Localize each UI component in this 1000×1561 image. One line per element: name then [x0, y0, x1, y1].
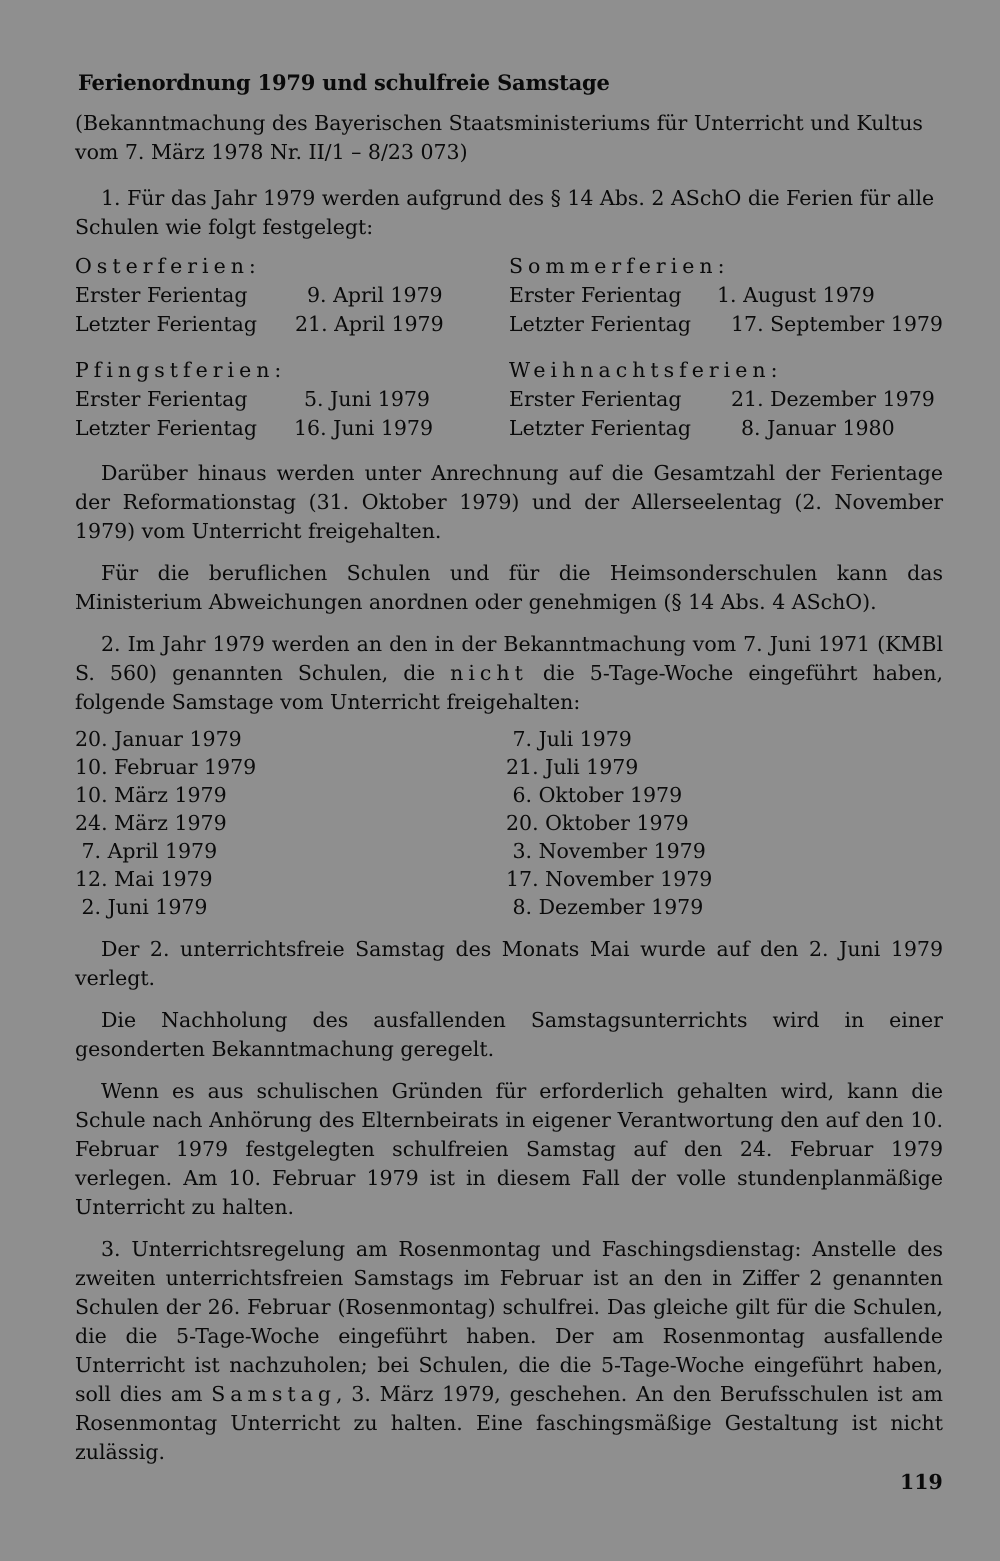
- saturday-list: [75, 725, 943, 921]
- list-item: 7. Juli 1979: [506, 727, 632, 751]
- first-day-label: Erster Ferientag: [509, 283, 682, 307]
- pfingstferien-heading: Pfingstferien:: [75, 358, 287, 382]
- last-day-label: Letzter Ferientag: [509, 416, 691, 440]
- list-item: 17. November 1979: [506, 867, 713, 891]
- last-day-label: Letzter Ferientag: [75, 416, 257, 440]
- list-item: 7. April 1979: [75, 839, 218, 863]
- paragraph-8: [75, 1235, 943, 1467]
- last-day-date: 17. September 1979: [731, 312, 943, 336]
- first-day-label: Erster Ferientag: [75, 283, 248, 307]
- paragraph-8-part-a: 3. Unterrichtsregelung am Rosenmontag und Faschingsdienstag: Anstelle des zweiten unterrichtsfreien Samstags im Februar ist an den in Ziffer 2 genannten Schulen der 26. Februar (Rosenmontag) schulfrei. Das gleiche gilt für die Schulen, die die 5-Tage-Woche eingeführt haben. Der am Rosenmontag ausfallende Unterricht ist nachzuholen; bei Schulen, die die 5-Tage-Woche eingeführt haben, soll dies am: [75, 1237, 943, 1406]
- osterferien-block: [75, 252, 495, 339]
- paragraph-6: Die Nachholung des ausfallenden Samstagsunterrichts wird in einer gesonderten Bekanntmachung geregelt.: [75, 1008, 943, 1061]
- paragraph-1: 1. Für das Jahr 1979 werden aufgrund des § 14 Abs. 2 ASchO die Ferien für alle Schulen wie folgt festgelegt:: [75, 186, 935, 239]
- list-item: 8. Dezember 1979: [506, 895, 704, 919]
- saturday-column-right: [506, 725, 712, 921]
- last-day-date: 8. Januar 1980: [741, 416, 895, 440]
- osterferien-heading: Osterferien:: [75, 254, 261, 278]
- first-day-label: Erster Ferientag: [75, 387, 248, 411]
- weihnachtsferien-block: [509, 356, 949, 443]
- paragraph-5: Der 2. unterrichtsfreie Samstag des Monats Mai wurde auf den 2. Juni 1979 verlegt.: [75, 937, 943, 990]
- list-item: 6. Oktober 1979: [506, 783, 683, 807]
- weihnachtsferien-heading: Weihnachtsferien:: [509, 358, 783, 382]
- list-item: 2. Juni 1979: [75, 895, 208, 919]
- holiday-table: [75, 252, 943, 448]
- paragraph-3: Für die beruflichen Schulen und für die Heimsonderschulen kann das Ministerium Abweichungen anordnen oder genehmigen (§ 14 Abs. 4 ASchO).: [75, 561, 943, 614]
- list-item: 24. März 1979: [75, 811, 227, 835]
- list-item: 20. Januar 1979: [75, 727, 242, 751]
- list-item: 20. Oktober 1979: [506, 811, 689, 835]
- pfingstferien-block: [75, 356, 495, 443]
- paragraph-4-part-a: 2. Im Jahr 1979 werden an den in der Bekanntmachung vom 7. Juni 1971 (KMBl S. 560) genannten Schulen, die: [75, 632, 943, 685]
- last-day-date: 16. Juni 1979: [294, 416, 433, 440]
- first-day-label: Erster Ferientag: [509, 387, 682, 411]
- paragraph-4: [75, 630, 943, 717]
- document-page: [75, 70, 943, 1467]
- page-number: 119: [900, 1470, 943, 1494]
- paragraph-8-part-b: , 3. März 1979, geschehen. An den Berufsschulen ist am Rosenmontag Unterricht zu halten. Eine faschingsmäßige Gestaltung ist nicht zulässig.: [75, 1382, 943, 1464]
- paragraph-8-emphasis: Samstag: [211, 1382, 337, 1406]
- first-day-date: 9. April 1979: [307, 283, 443, 307]
- last-day-date: 21. April 1979: [295, 312, 444, 336]
- list-item: 10. März 1979: [75, 783, 227, 807]
- list-item: 21. Juli 1979: [506, 755, 639, 779]
- first-day-date: 5. Juni 1979: [304, 387, 430, 411]
- paragraph-2: Darüber hinaus werden unter Anrechnung auf die Gesamtzahl der Ferientage der Reformationstag (31. Oktober 1979) und der Allerseelentag (2. November 1979) vom Unterricht freigehalten.: [75, 461, 943, 543]
- paragraph-4-emphasis: nicht: [450, 661, 528, 685]
- list-item: 10. Februar 1979: [75, 755, 257, 779]
- paragraph-7: Wenn es aus schulischen Gründen für erforderlich gehalten wird, kann die Schule nach Anhörung des Elternbeirats in eigener Verantwortung den auf den 10. Februar 1979 festgelegten schulfreien Samstag auf den 24. Februar 1979 verlegen. Am 10. Februar 1979 ist in diesem Fall der volle stundenplanmäßige Unterricht zu halten.: [75, 1079, 943, 1219]
- sommerferien-block: [509, 252, 949, 339]
- last-day-label: Letzter Ferientag: [75, 312, 257, 336]
- last-day-label: Letzter Ferientag: [509, 312, 691, 336]
- sommerferien-heading: Sommerferien:: [509, 254, 730, 278]
- list-item: 3. November 1979: [506, 839, 706, 863]
- document-title: Ferienordnung 1979 und schulfreie Samstage: [78, 70, 610, 95]
- paragraph-4-part-b: die 5-Tage-Woche eingeführt haben, folgende Samstage vom Unterricht freigehalten:: [75, 661, 943, 714]
- list-item: 12. Mai 1979: [75, 867, 213, 891]
- saturday-column-left: [75, 725, 256, 921]
- first-day-date: 21. Dezember 1979: [731, 387, 935, 411]
- first-day-date: 1. August 1979: [717, 283, 875, 307]
- intro-paragraph: (Bekanntmachung des Bayerischen Staatsministeriums für Unterricht und Kultus vom 7. März 1978 Nr. II/1 – 8/23 073): [75, 111, 923, 164]
